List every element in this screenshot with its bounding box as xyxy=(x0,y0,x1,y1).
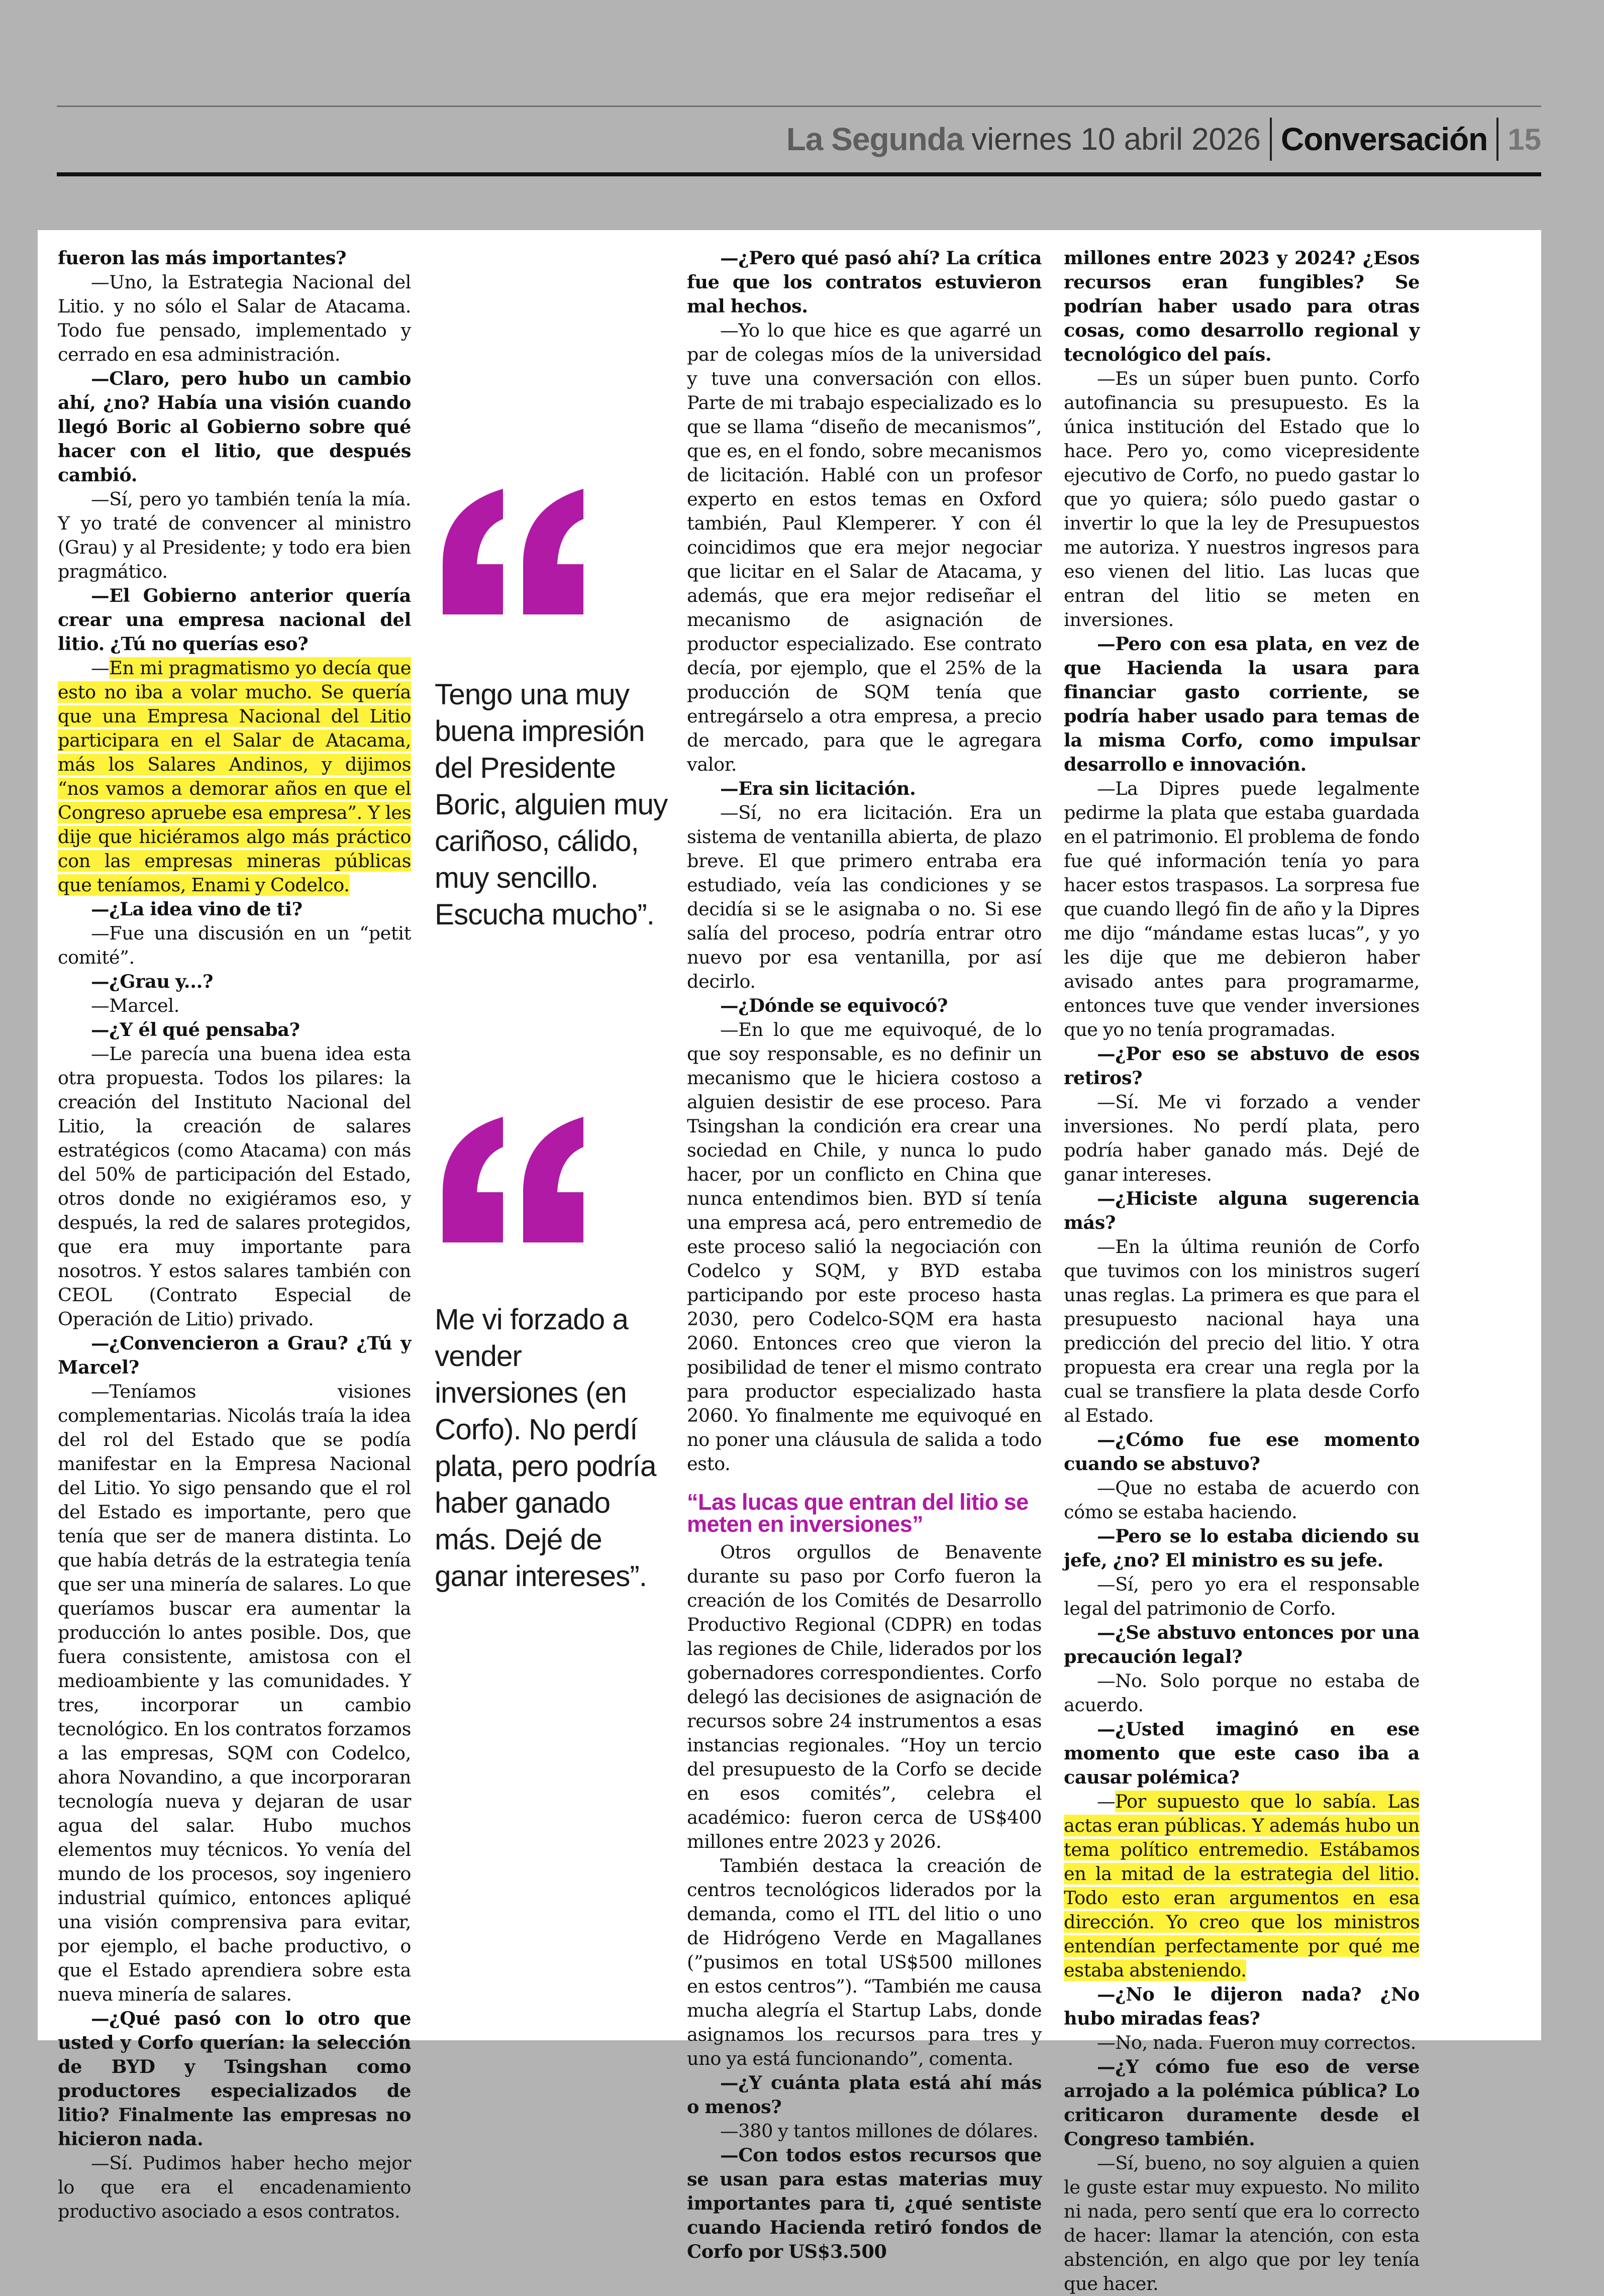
page-number: 15 xyxy=(1508,122,1541,156)
paragraph xyxy=(1064,2151,1420,2296)
text-run: —¿Y él qué pensaba? xyxy=(91,1019,300,1040)
newspaper-name: La Segunda xyxy=(786,121,964,157)
interview-question xyxy=(1064,2055,1420,2151)
paragraph xyxy=(58,2151,411,2224)
quote-mark-icon xyxy=(433,1117,593,1253)
text-run: —Sí, bueno, no soy alguien a quien le guste estar muy expuesto. No milito ni nada, pero sentí que era lo correcto de hacer: llamar la atención, con esta abstención, en algo que por ley tenía que hacer. xyxy=(1064,2152,1420,2294)
paragraph xyxy=(1064,1573,1420,1621)
text-run: —Claro, pero hubo un cambio ahí, ¿no? Había una visión cuando llegó Boric al Gobierno sobre qué hacer con el litio, que después cambió. xyxy=(58,368,411,486)
text-run: —Pero se lo estaba diciendo su jefe, ¿no? El ministro es su jefe. xyxy=(1064,1525,1420,1571)
page-header xyxy=(57,106,1541,176)
interview-question xyxy=(687,2071,1042,2119)
text-run: —La Dipres puede legalmente pedirme la plata que estaba guardada en el patrimonio. El problema de fondo fue qué información tenía yo para hacer estos traspasos. La sorpresa fue que cuando llegó fin de año y la Dipres me dijo “mándame estas lucas”, y yo les dije que me debieron haber avisado antes para programarme, entonces tuve que vender inversiones que yo no tenía programadas. xyxy=(1064,778,1420,1040)
text-run: —En la última reunión de Corfo que tuvimos con los ministros sugerí unas reglas. La primera es que para el presupuesto nacional haya una predicción del precio del litio. Y otra propuesta era crear una regla por la cual se transfiere la plata desde Corfo al Estado. xyxy=(1064,1236,1420,1426)
text-run: —¿Dónde se equivocó? xyxy=(720,995,948,1016)
text-run: —Marcel. xyxy=(91,995,179,1016)
interview-question xyxy=(1064,1524,1420,1573)
text-run: millones entre 2023 y 2024? ¿Esos recursos eran fungibles? Se podrían haber usado para otras cosas, como desarrollo regional y tecnológico del país. xyxy=(1064,247,1420,365)
text-run: —Fue una discusión en un “petit comité”. xyxy=(58,922,411,968)
text-run: — xyxy=(1097,1791,1116,1812)
text-run: —Sí. Me vi forzado a vender inversiones. No perdí plata, pero podría haber ganado más. Dejé de ganar intereses. xyxy=(1064,1091,1420,1185)
text-run: —No, nada. Fueron muy correctos. xyxy=(1097,2032,1417,2053)
text-run: —¿Hiciste alguna sugerencia más? xyxy=(1064,1188,1420,1233)
paragraph xyxy=(687,1854,1042,2071)
interview-question xyxy=(58,897,411,921)
text-run: Otros orgullos de Benavente durante su paso por Corfo fueron la creación de los Comités de Desarrollo Productivo Regional (CDPR) en todas las regiones de Chile, liderados por los gobernadores correspondientes. Corfo delegó las decisiones de asignación de recursos sobre 24 instrumentos a esas instancias regionales. “Hoy un tercio del presupuesto de la Corfo se decide en esos comités”, celebra el académico: fueron cerca de US$400 millones entre 2023 y 2026. xyxy=(687,1541,1042,1852)
text-run: —El Gobierno anterior quería crear una empresa nacional del litio. ¿Tú no querías eso? xyxy=(58,585,411,655)
header-row xyxy=(786,114,1541,164)
interview-question xyxy=(58,1018,411,1042)
interview-question xyxy=(58,970,411,994)
paragraph xyxy=(1064,1235,1420,1428)
interview-question xyxy=(1064,1621,1420,1669)
text-run: —¿Y cuánta plata está ahí más o menos? xyxy=(687,2072,1042,2118)
interview-question xyxy=(58,584,411,656)
highlighted-text: En mi pragmatismo yo decía que esto no iba a volar mucho. Se quería que una Empresa Nacional del Litio participara en el Salar de Atacama, más los Salares Andinos, y dijimos “nos vamos a demorar años en que el Congreso apruebe esa empresa”. Y les dije que hiciéramos algo más práctico con las empresas mineras públicas que teníamos, Enami y Codelco. xyxy=(58,657,411,896)
text-run: —Uno, la Estrategia Nacional del Litio. y no sólo el Salar de Atacama. Todo fue pensado, implementado y cerrado en esa administración. xyxy=(58,271,411,365)
text-run: —En lo que me equivoqué, de lo que soy responsable, es no definir un mecanismo que le hiciera costoso a alguien desistir de ese proceso. Para Tsingshan la condición era crear una sociedad en Chile, y nunca lo pudo hacer, por un conflicto en China que nunca entendimos bien. BYD sí tenía una empresa acá, pero entremedio de este proceso salió la negociación con Codelco y SQM, y BYD estaba participando por este proceso hasta 2030, pero Codelco-SQM era hasta 2060. Entonces creo que vieron la posibilidad de tener el mismo contrato para productor especializado hasta 2060. Yo finalmente me equivoqué en no poner una cláusula de salida a todo esto. xyxy=(687,1019,1042,1475)
text-run: —¿No le dijeron nada? ¿No hubo miradas feas? xyxy=(1064,1984,1420,2029)
paragraph xyxy=(687,1540,1042,1854)
text-run: —Sí, pero yo era el responsable legal del patrimonio de Corfo. xyxy=(1064,1574,1420,1619)
paragraph xyxy=(1064,367,1420,632)
interview-question xyxy=(58,367,411,487)
pull-quote-1: Tengo una muy buena impresión del Presidente Boric, alguien muy cariñoso, cálido, muy sencillo. Escucha mucho”. xyxy=(435,678,668,931)
interview-question xyxy=(1064,1428,1420,1476)
paragraph xyxy=(1064,1790,1420,1982)
header-divider xyxy=(1496,118,1498,161)
paragraph xyxy=(687,2119,1042,2143)
paragraph xyxy=(58,994,411,1018)
text-run: —Pero con esa plata, en vez de que Hacienda la usara para financiar gasto corriente, se podría haber usado para temas de la misma Corfo, como impulsar desarrollo e innovación. xyxy=(1064,633,1420,775)
text-run: —No. Solo porque no estaba de acuerdo. xyxy=(1064,1670,1420,1716)
paragraph xyxy=(1064,2031,1420,2055)
article-column-1 xyxy=(58,246,411,2224)
paragraph xyxy=(1064,1090,1420,1187)
text-run: También destaca la creación de centros tecnológicos liderados por la demanda, como el ITL del litio o uno de Hidrógeno Verde en Magallanes (”pusimos en total US$500 millones en estos centros”). “También me causa mucha alegría el Startup Labs, donde asignamos los recursos para tres y uno ya está funcionando”, comenta. xyxy=(687,1855,1042,2069)
text-run: —¿Usted imaginó en ese momento que este caso iba a causar polémica? xyxy=(1064,1718,1420,1788)
pull-quote-2: Me vi forzado a vender inversiones (en Corfo). No perdí plata, pero podría haber ganado más. Dejé de ganar intereses”. xyxy=(435,1303,656,1593)
section-subheading xyxy=(687,1491,1042,1535)
article-page xyxy=(38,230,1541,2294)
interview-question xyxy=(687,246,1042,319)
text-run: —¿Cómo fue ese momento cuando se abstuvo? xyxy=(1064,1429,1420,1475)
text-run: —Es un súper buen punto. Corfo autofinancia su presupuesto. Es la única institución del Estado que lo hace. Pero yo, como vicepresidente ejecutivo de Corfo, no puedo gastar lo que yo quiera; sólo puedo gastar o invertir lo que la ley de Presupuestos me autoriza. Y nuestros ingresos para eso vienen del litio. Las lucas que entran del litio se meten en inversiones. xyxy=(1064,368,1420,631)
text-run: —¿La idea vino de ti? xyxy=(91,898,303,920)
interview-question xyxy=(1064,1187,1420,1235)
text-run: fueron las más importantes? xyxy=(58,247,347,269)
text-run: —¿Por eso se abstuvo de esos retiros? xyxy=(1064,1043,1420,1089)
paragraph xyxy=(1064,777,1420,1042)
header-divider xyxy=(1270,118,1272,161)
interview-question xyxy=(1064,1982,1420,2031)
paragraph xyxy=(58,656,411,897)
text-run: —380 y tantos millones de dólares. xyxy=(720,2120,1039,2142)
text-run: —Sí, pero yo también tenía la mía. Y yo traté de convencer al ministro (Grau) y al Presidente; y todo era bien pragmático. xyxy=(58,488,411,582)
issue-date: viernes 10 abril 2026 xyxy=(971,122,1261,157)
text-run: —Sí. Pudimos haber hecho mejor lo que era el encadenamiento productivo asociado a esos contratos. xyxy=(58,2152,411,2222)
text-run: —Le parecía una buena idea esta otra propuesta. Todos los pilares: la creación del Instituto Nacional del Litio, la creación de salares estratégicos (como Atacama) con más del 50% de participación del Estado, otros donde no exigiéramos eso, y después, la red de salares protegidos, que era muy importante para nosotros. Y estos salares también con CEOL (Contrato Especial de Operación de Litio) privado. xyxy=(58,1043,411,1330)
text-run: “Las lucas que entran del litio se meten en inversiones” xyxy=(687,1489,1029,1537)
section-name: Conversación xyxy=(1281,121,1488,157)
paragraph xyxy=(687,1018,1042,1476)
highlighted-text: Por supuesto que lo sabía. Las actas eran públicas. Y además hubo un tema político entremedio. Estábamos en la mitad de la estrategia del litio. Todo esto eran argumentos en esa dirección. Yo creo que los ministros entendían perfectamente por qué me estaba absteniendo. xyxy=(1064,1791,1420,1981)
text-run: —Yo lo que hice es que agarré un par de colegas míos de la universidad y tuve una conversación con ellos. Parte de mi trabajo especializado es lo que se llama “diseño de mecanismos”, que es, en el fondo, sobre mecanismos de licitación. Hablé con un profesor experto en estos temas en Oxford también, Paul Klemperer. Y con él coincidimos que era mejor negociar que licitar en el Salar de Atacama, y además, que era mejor rediseñar el mecanismo de asignación de productor especializado. Ese contrato decía, por ejemplo, que el 25% de la producción de SQM tenía que entregárselo a otra empresa, a precio de mercado, para que le agregara valor. xyxy=(687,320,1042,775)
paragraph xyxy=(1064,1476,1420,1524)
paragraph xyxy=(687,319,1042,777)
interview-question xyxy=(1064,1042,1420,1090)
text-run: —Teníamos visiones complementarias. Nicolás traía la idea del rol del Estado que se podía manifestar en la Empresa Nacional del Litio. Yo sigo pensando que el rol del Estado es importante, pero que tenía que ser de manera distinta. Lo que había detrás de la estrategia tenía que ser una minería de salares. Lo que queríamos buscar era aumentar la producción lo antes posible. Dos, que fuera consistente, amistosa con el medioambiente y las comunidades. Y tres, incorporar un cambio tecnológico. En los contratos forzamos a las empresas, SQM con Codelco, ahora Novandino, a que incorporaran tecnología nueva y dejaran de usar agua del salar. Hubo muchos elementos muy técnicos. Yo venía del mundo de los procesos, soy ingeniero industrial químico, entonces apliqué una visión comprensiva para evitar, por ejemplo, el bache productivo, o que el Estado aprendiera sobre esta nueva minería de salares. xyxy=(58,1381,411,2005)
interview-question xyxy=(1064,1717,1420,1790)
paragraph xyxy=(58,1380,411,2007)
text-run: —¿Y cómo fue eso de verse arrojado a la polémica pública? Lo criticaron duramente desde el Congreso también. xyxy=(1064,2056,1420,2150)
interview-question xyxy=(687,777,1042,801)
text-run: —Sí, no era licitación. Era un sistema de ventanilla abierta, de plazo breve. El que primero entraba era estudiado, veía las condiciones y se decidía si se le asignaba o no. Si ese salía del proceso, podría entrar otro nuevo por esa ventanilla, por así decirlo. xyxy=(687,802,1042,992)
text-run: —Con todos estos recursos que se usan para estas materias muy importantes para ti, ¿qué sentiste cuando Hacienda retiró fondos de Corfo por US$3.500 xyxy=(687,2144,1042,2262)
article-column-4 xyxy=(1064,246,1420,2296)
paragraph xyxy=(1064,1669,1420,1717)
paragraph xyxy=(58,487,411,584)
text-run: — xyxy=(91,657,110,679)
text-run: —¿Convencieron a Grau? ¿Tú y Marcel? xyxy=(58,1332,411,1378)
text-run: —Era sin licitación. xyxy=(720,778,916,799)
interview-question xyxy=(1064,246,1420,367)
paragraph xyxy=(58,270,411,367)
text-run: —Que no estaba de acuerdo con cómo se estaba haciendo. xyxy=(1064,1477,1420,1523)
paragraph xyxy=(58,921,411,970)
quote-mark-icon xyxy=(433,489,593,624)
paragraph xyxy=(687,801,1042,994)
interview-question xyxy=(1064,632,1420,777)
text-run: —¿Pero qué pasó ahí? La crítica fue que los contratos estuvieron mal hechos. xyxy=(687,247,1042,317)
interview-question xyxy=(58,1331,411,1380)
interview-question xyxy=(687,2143,1042,2264)
article-column-3 xyxy=(687,246,1042,2264)
interview-question xyxy=(687,994,1042,1018)
interview-question xyxy=(58,246,411,270)
text-run: —¿Se abstuvo entonces por una precaución legal? xyxy=(1064,1622,1420,1667)
interview-question xyxy=(58,2007,411,2151)
paragraph xyxy=(58,1042,411,1331)
text-run: —¿Grau y...? xyxy=(91,971,214,992)
text-run: —¿Qué pasó con lo otro que usted y Corfo querían: la selección de BYD y Tsingshan como productores especializados de litio? Finalmente las empresas no hicieron nada. xyxy=(58,2008,411,2150)
